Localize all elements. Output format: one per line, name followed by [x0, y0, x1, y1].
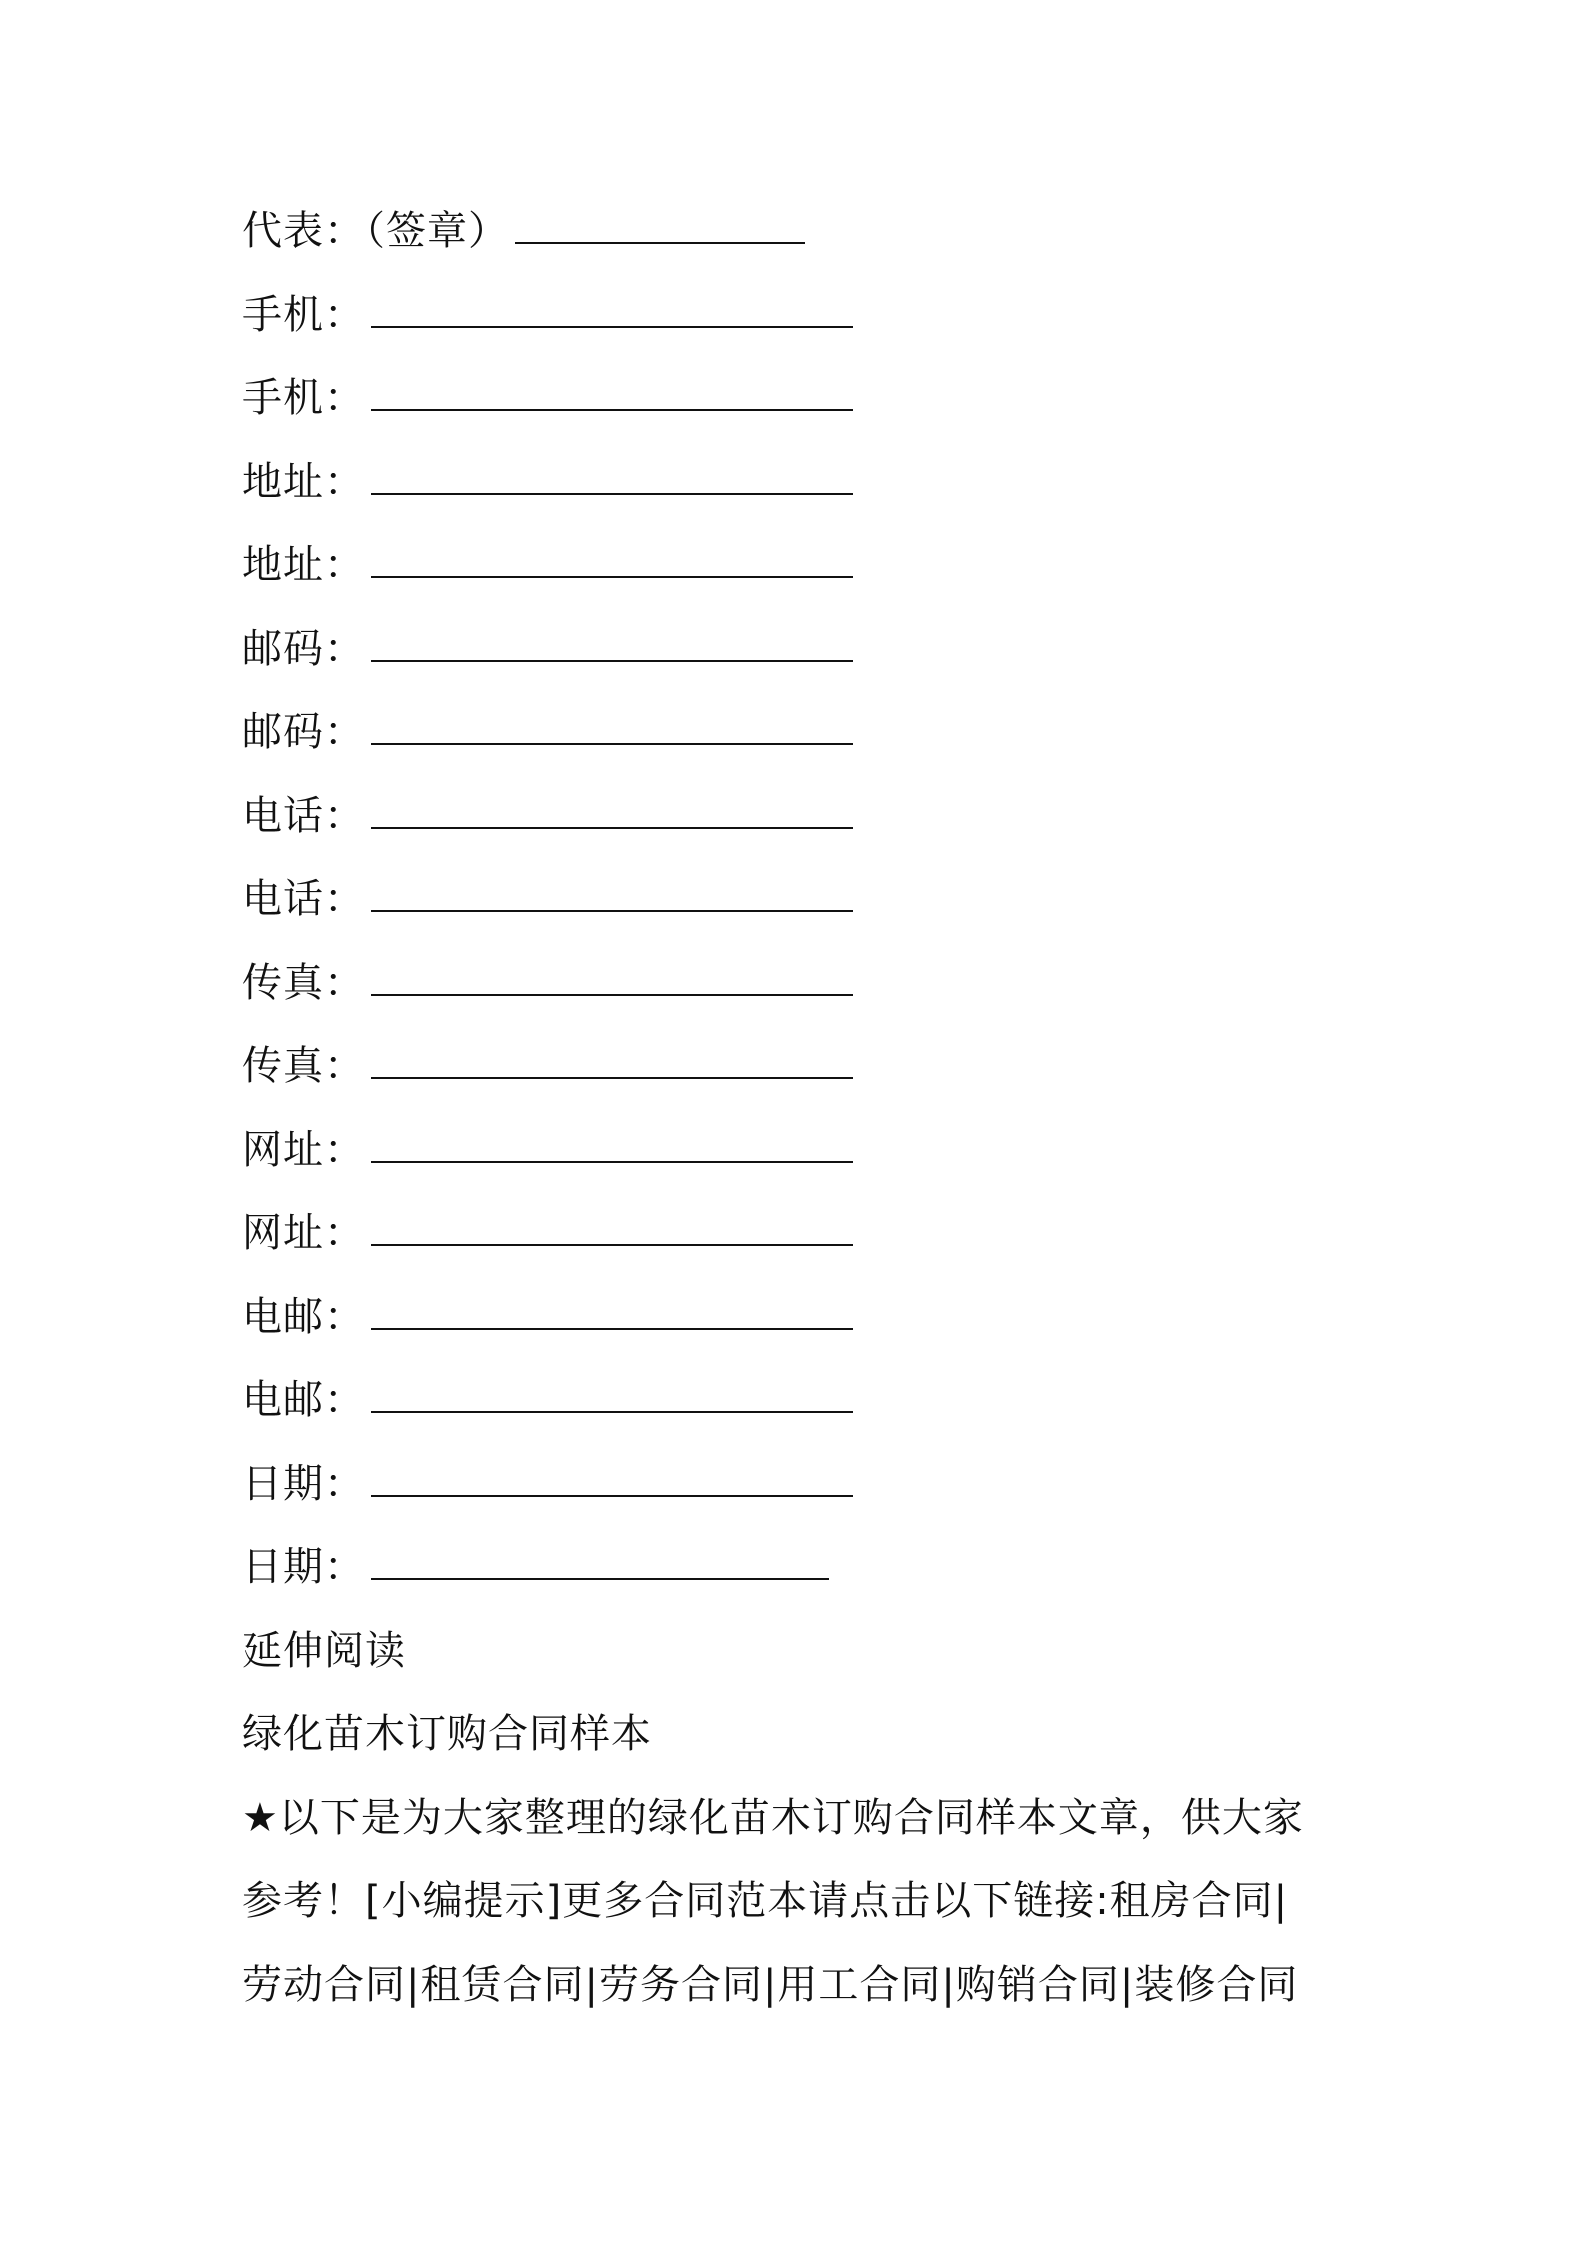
field-blank: [371, 1076, 853, 1079]
field-line-fax-2: [242, 1025, 1422, 1109]
field-label: 日期：: [242, 1460, 365, 1507]
article-intro-line-3: 劳动合同|租赁合同|劳务合同|用工合同|购销合同|装修合同: [242, 1961, 1299, 2008]
field-blank: [371, 1410, 853, 1413]
field-line-postcode-1: [242, 608, 1422, 692]
field-label: 电话：: [242, 792, 365, 839]
field-line-telephone-1: [242, 775, 1422, 859]
field-label: 手机：: [242, 291, 365, 338]
field-blank: [371, 408, 853, 411]
field-line-website-1: [242, 1109, 1422, 1193]
representative-label: 代表：（签章）: [242, 208, 509, 254]
field-label: 邮码：: [242, 709, 365, 755]
field-label: 传真：: [242, 959, 365, 1006]
field-line-date-1: [242, 1443, 1422, 1527]
field-blank: [371, 1494, 853, 1497]
field-blank: [371, 1577, 829, 1580]
field-label: 邮码：: [242, 625, 365, 672]
field-label: 电邮：: [242, 1377, 365, 1423]
field-blank: [371, 325, 853, 328]
signature-blank: [515, 241, 805, 244]
extended-reading-heading: 延伸阅读: [242, 1627, 406, 1674]
article-intro-line-1: ★以下是为大家整理的绿化苗木订购合同样本文章，供大家: [242, 1794, 1304, 1841]
article-intro-line-2: 参考！[小编提示]更多合同范本请点击以下链接:租房合同|: [242, 1878, 1289, 1924]
document-body: [242, 190, 1422, 2027]
field-label: 地址：: [242, 542, 365, 588]
field-blank: [371, 909, 853, 912]
field-blank: [371, 742, 853, 745]
article-title: 绿化苗木订购合同样本: [242, 1711, 652, 1757]
field-blank: [371, 826, 853, 829]
field-line-phone-2: [242, 357, 1422, 441]
field-line-phone-1: [242, 274, 1422, 358]
field-line-email-2: [242, 1359, 1422, 1443]
field-line-email-1: [242, 1276, 1422, 1360]
field-line-date-2: [242, 1526, 1422, 1610]
field-label: 地址：: [242, 458, 365, 505]
field-blank: [371, 1327, 853, 1330]
field-line-telephone-2: [242, 858, 1422, 942]
field-blank: [371, 993, 853, 996]
field-line-website-2: [242, 1192, 1422, 1276]
field-label: 传真：: [242, 1043, 365, 1089]
field-blank: [371, 659, 853, 662]
representative-signature-line: [242, 190, 1422, 274]
field-line-address-2: [242, 524, 1422, 608]
field-label: 手机：: [242, 375, 365, 421]
field-blank: [371, 1160, 853, 1163]
field-label: 电话：: [242, 876, 365, 922]
field-line-fax-1: [242, 942, 1422, 1026]
field-label: 日期：: [242, 1544, 365, 1590]
field-line-address-1: [242, 441, 1422, 525]
article-intro: [242, 1777, 1422, 2028]
field-blank: [371, 492, 853, 495]
field-label: 网址：: [242, 1126, 365, 1173]
field-label: 电邮：: [242, 1293, 365, 1340]
field-label: 网址：: [242, 1210, 365, 1256]
field-blank: [371, 575, 853, 578]
field-blank: [371, 1243, 853, 1246]
field-line-postcode-2: [242, 691, 1422, 775]
